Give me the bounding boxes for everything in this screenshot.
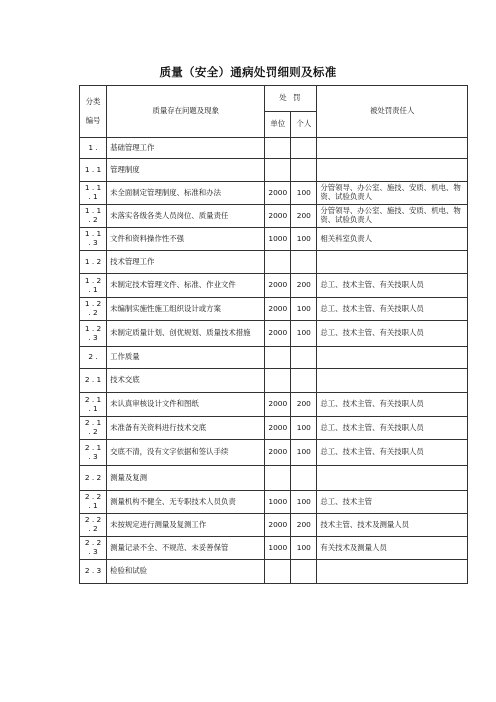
row-no: 1 . 1 [80, 159, 107, 182]
row-unit-penalty: 2000 [265, 514, 291, 537]
row-responsible: 总工、技术主管、有关技职人员 [317, 274, 468, 298]
row-no: 1 . 1 . 1 [80, 182, 107, 205]
row-person-penalty: 100 [291, 298, 317, 321]
row-problem: 文件和资料操作性不强 [107, 228, 265, 251]
row-problem: 未按规定进行测量及复测工作 [107, 514, 265, 537]
row-problem: 未编制实施性施工组织设计或方案 [107, 298, 265, 321]
row-problem: 交底不清，没有文字依据和签认手续 [107, 440, 265, 466]
row-problem: 未认真审核设计文件和图纸 [107, 393, 265, 417]
table-row [80, 514, 468, 537]
row-responsible: 总工、技术主管、有关技职人员 [317, 440, 468, 466]
row-problem: 技术管理工作 [107, 251, 265, 274]
row-responsible [317, 251, 468, 274]
table-row [80, 440, 468, 466]
row-responsible: 分管领导、办公室、施技、安质、机电、物资、试验负责人 [317, 182, 468, 205]
row-no: 2 . 2 . 1 [80, 491, 107, 514]
row-no: 1 . 2 [80, 251, 107, 274]
row-unit-penalty [265, 466, 291, 491]
table-row [80, 321, 468, 347]
row-no: 1 . 2 . 1 [80, 274, 107, 298]
row-no: 2 . 1 . 2 [80, 417, 107, 440]
table-row [80, 393, 468, 417]
row-unit-penalty: 1000 [265, 228, 291, 251]
table-row [80, 138, 468, 159]
row-responsible [317, 347, 468, 369]
row-problem: 测量记录不全、不规范、未妥善保管 [107, 537, 265, 560]
header-class-label: 分类 [85, 96, 101, 106]
row-no: 2 . 1 . 3 [80, 440, 107, 466]
row-problem: 未全面制定管理制度、标准和办法 [107, 182, 265, 205]
row-problem: 技术交底 [107, 369, 265, 393]
row-no: 1 . [80, 138, 107, 159]
row-responsible: 技术主管、技术及测量人员 [317, 514, 468, 537]
row-responsible [317, 466, 468, 491]
row-problem: 检验和试验 [107, 560, 265, 584]
row-responsible: 总工、技术主管 [317, 491, 468, 514]
row-person-penalty: 100 [291, 417, 317, 440]
table-row [80, 228, 468, 251]
row-responsible [317, 138, 468, 159]
row-responsible [317, 560, 468, 584]
row-person-penalty: 100 [291, 182, 317, 205]
row-person-penalty: 100 [291, 440, 317, 466]
row-person-penalty: 200 [291, 514, 317, 537]
row-no: 1 . 1 . 3 [80, 228, 107, 251]
row-no: 2 . 3 [80, 560, 107, 584]
row-responsible: 总工、技术主管、有关技职人员 [317, 298, 468, 321]
row-problem: 基础管理工作 [107, 138, 265, 159]
row-person-penalty: 100 [291, 491, 317, 514]
row-person-penalty: 100 [291, 321, 317, 347]
row-no: 1 . 1 . 2 [80, 205, 107, 228]
table-row [80, 251, 468, 274]
row-unit-penalty [265, 369, 291, 393]
row-problem: 未落实各级各类人员岗位、质量责任 [107, 205, 265, 228]
row-unit-penalty: 2000 [265, 440, 291, 466]
row-no: 2 . 2 [80, 466, 107, 491]
row-responsible: 总工、技术主管、有关技职人员 [317, 321, 468, 347]
row-problem: 未制定技术管理文件、标准、作业文件 [107, 274, 265, 298]
table-row [80, 491, 468, 514]
row-problem: 工作质量 [107, 347, 265, 369]
row-responsible: 分管领导、办公室、施技、安质、机电、物资、试验负责人 [317, 205, 468, 228]
header-responsible: 被处罚责任人 [317, 86, 468, 138]
header-penalty: 处 罚 [265, 86, 317, 112]
row-problem: 测量机构不健全、无专职技术人员负责 [107, 491, 265, 514]
row-no: 2 . [80, 347, 107, 369]
row-person-penalty: 100 [291, 537, 317, 560]
row-unit-penalty: 1000 [265, 491, 291, 514]
row-person-penalty [291, 560, 317, 584]
row-person-penalty: 200 [291, 205, 317, 228]
row-unit-penalty: 1000 [265, 537, 291, 560]
row-unit-penalty: 2000 [265, 393, 291, 417]
row-unit-penalty [265, 347, 291, 369]
header-class-no [80, 86, 107, 138]
row-person-penalty [291, 251, 317, 274]
row-unit-penalty [265, 560, 291, 584]
row-person-penalty: 200 [291, 393, 317, 417]
table-row [80, 537, 468, 560]
row-no: 2 . 2 . 2 [80, 514, 107, 537]
row-person-penalty [291, 347, 317, 369]
row-problem: 未制定质量计划、创优规划、质量技术措施 [107, 321, 265, 347]
header-unit: 单位 [265, 112, 291, 138]
table-row [80, 369, 468, 393]
row-unit-penalty [265, 159, 291, 182]
row-no: 1 . 2 . 2 [80, 298, 107, 321]
row-person-penalty [291, 138, 317, 159]
table-row [80, 560, 468, 584]
table-row [80, 466, 468, 491]
penalty-table [79, 85, 468, 584]
row-unit-penalty: 2000 [265, 274, 291, 298]
row-responsible: 总工、技术主管、有关技职人员 [317, 393, 468, 417]
table-row [80, 182, 468, 205]
row-no: 2 . 2 . 3 [80, 537, 107, 560]
row-unit-penalty: 2000 [265, 205, 291, 228]
row-unit-penalty: 2000 [265, 417, 291, 440]
row-responsible [317, 369, 468, 393]
table-row [80, 159, 468, 182]
header-person: 个人 [291, 112, 317, 138]
header-problem: 质量存在问题及现象 [107, 86, 265, 138]
row-unit-penalty: 2000 [265, 298, 291, 321]
row-person-penalty: 100 [291, 228, 317, 251]
row-unit-penalty: 2000 [265, 182, 291, 205]
row-person-penalty [291, 159, 317, 182]
row-no: 2 . 1 [80, 369, 107, 393]
table-row [80, 205, 468, 228]
table-row [80, 347, 468, 369]
page-title: 质量（安全）通病处罚细则及标准 [159, 65, 337, 79]
header-no-label: 编号 [85, 115, 101, 125]
row-problem: 管理制度 [107, 159, 265, 182]
row-person-penalty [291, 369, 317, 393]
row-person-penalty [291, 466, 317, 491]
table-row [80, 274, 468, 298]
row-responsible: 相关科室负责人 [317, 228, 468, 251]
table-row [80, 417, 468, 440]
row-unit-penalty [265, 138, 291, 159]
row-no: 1 . 2 . 3 [80, 321, 107, 347]
row-person-penalty: 200 [291, 274, 317, 298]
table-row [80, 298, 468, 321]
row-responsible: 总工、技术主管、有关技职人员 [317, 417, 468, 440]
header-row-1 [80, 86, 468, 112]
row-unit-penalty: 2000 [265, 321, 291, 347]
row-problem: 未准备有关资料进行技术交底 [107, 417, 265, 440]
row-responsible [317, 159, 468, 182]
row-problem: 测量及复测 [107, 466, 265, 491]
row-unit-penalty [265, 251, 291, 274]
row-no: 2 . 1 . 1 [80, 393, 107, 417]
row-responsible: 有关技术及测量人员 [317, 537, 468, 560]
